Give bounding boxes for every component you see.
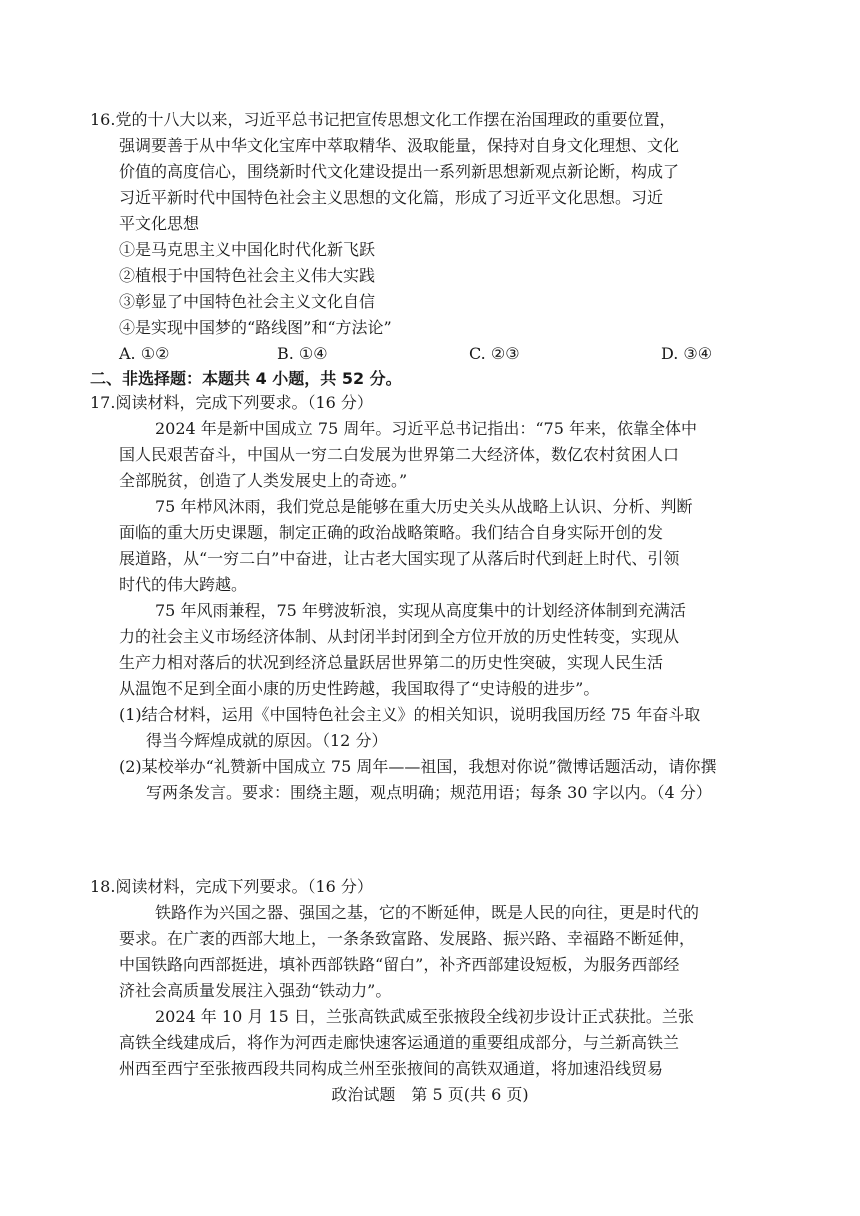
q18-para1-line4: 济社会高质量发展注入强劲“铁动力”。 [119,981,392,1000]
q17-sub1-line2: 得当今辉煌成就的原因。（12 分） [146,731,388,750]
q16-line-4: 习近平新时代中国特色社会主义思想的文化篇，形成了习近平文化思想。习近 [119,188,664,207]
page-footer: 政治试题 第 5 页(共 6 页) [331,1085,529,1104]
q17-title: 17.阅读材料，完成下列要求。（16 分） [90,393,373,412]
q16-line-3: 价值的高度信心，围绕新时代文化建设提出一系列新思想新观点新论断，构成了 [119,162,680,181]
q16-option-b: B. ①④ [277,344,328,363]
q17-para3-line2: 力的社会主义市场经济体制、从封闭半封闭到全方位开放的历史性转变，实现从 [119,627,680,646]
q17-sub2-line2: 写两条发言。要求：围绕主题，观点明确；规范用语；每条 30 字以内。（4 分） [146,783,712,802]
q16-line-2: 强调要善于从中华文化宝库中萃取精华、汲取能量，保持对自身文化理想、文化 [119,136,680,155]
q16-item-1: ①是马克思主义中国化时代化新飞跃 [119,240,376,259]
q17-para3-line4: 从温饱不足到全面小康的历史性跨越，我国取得了“史诗般的进步”。 [119,679,600,698]
q16-option-d: D. ③④ [661,344,713,363]
q18-para2-line3: 州西至西宁至张掖西段共同构成兰州至张掖间的高铁双通道，将加速沿线贸易 [119,1059,664,1078]
q17-sub1-line1: (1)结合材料，运用《中国特色社会主义》的相关知识，说明我国历经 75 年奋斗取 [119,705,701,724]
q17-para2-line1: 75 年栉风沐雨，我们党总是能够在重大历史关头从战略上认识、分析、判断 [155,497,693,516]
q16-line-1: 16.党的十八大以来，习近平总书记把宣传思想文化工作摆在治国理政的重要位置， [90,110,676,129]
q18-para1-line2: 要求。在广袤的西部大地上，一条条致富路、发展路、振兴路、幸福路不断延伸， [119,929,696,948]
q17-para2-line3: 展道路，从“一穷二白”中奋进，让古老大国实现了从落后时代到赶上时代、引领 [119,549,680,568]
q17-para3-line3: 生产力相对落后的状况到经济总量跃居世界第二的历史性突破，实现人民生活 [119,653,664,672]
q17-para2-line2: 面临的重大历史课题，制定正确的政治战略策略。我们结合自身实际开创的发 [119,523,664,542]
q16-option-a: A. ①② [119,344,170,363]
section-heading: 二、非选择题：本题共 4 小题，共 52 分。 [90,369,402,388]
q18-para2-line2: 高铁全线建成后，将作为河西走廊快速客运通道的重要组成部分，与兰新高铁兰 [119,1033,680,1052]
q18-para1-line3: 中国铁路向西部挺进，填补西部铁路“留白”，补齐西部建设短板，为服务西部经 [119,955,680,974]
q16-option-c: C. ②③ [469,344,520,363]
q17-para1-line1: 2024 年是新中国成立 75 周年。习近平总书记指出：“75 年来，依靠全体中 [155,419,697,438]
q16-item-2: ②植根于中国特色社会主义伟大实践 [119,266,376,285]
q17-para1-line3: 全部脱贫，创造了人类发展史上的奇迹。” [119,471,408,490]
q16-line-5: 平文化思想 [119,214,200,233]
q18-para1-line1: 铁路作为兴国之器、强国之基，它的不断延伸，既是人民的向往，更是时代的 [155,903,700,922]
q16-item-3: ③彰显了中国特色社会主义文化自信 [119,292,376,311]
q18-title: 18.阅读材料，完成下列要求。（16 分） [90,877,373,896]
q16-item-4: ④是实现中国梦的“路线图”和“方法论” [119,318,392,337]
q17-sub2-line1: (2)某校举办“礼赞新中国成立 75 周年——祖国，我想对你说”微博话题活动，请你撰 [119,757,717,776]
q17-para1-line2: 国人民艰苦奋斗，中国从一穷二白发展为世界第二大经济体，数亿农村贫困人口 [119,445,680,464]
q17-para2-line4: 时代的伟大跨越。 [119,575,248,594]
q17-para3-line1: 75 年风雨兼程，75 年劈波斩浪，实现从高度集中的计划经济体制到充满活 [155,601,686,620]
q18-para2-line1: 2024 年 10 月 15 日，兰张高铁武威至张掖段全线初步设计正式获批。兰张 [155,1007,694,1026]
